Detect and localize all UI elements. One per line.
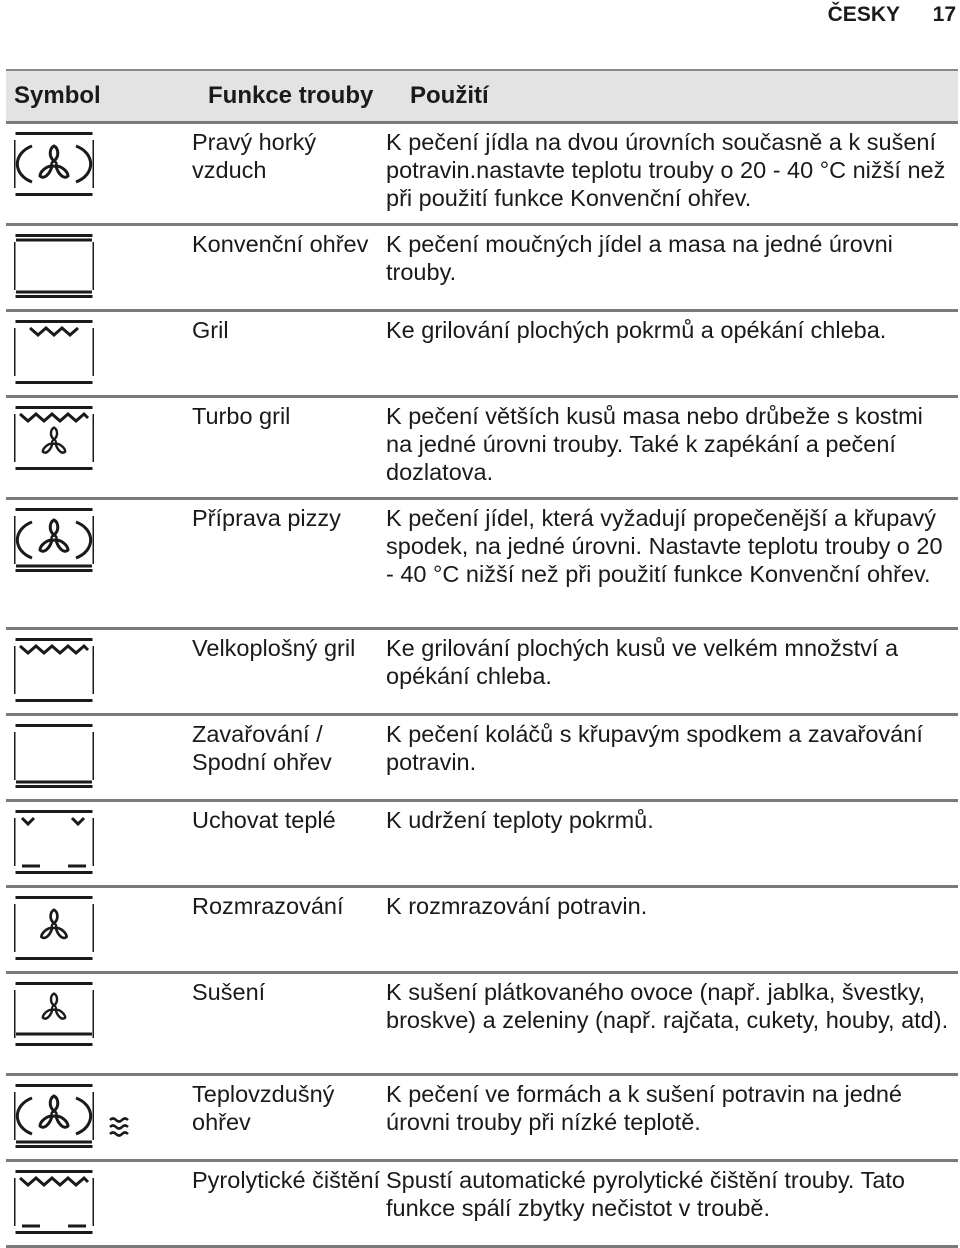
page-number: 17 — [932, 3, 956, 26]
full-grill-icon — [14, 638, 94, 702]
function-name: Zavařování / Spodní ohřev — [192, 721, 332, 775]
column-header-function: Funkce trouby — [208, 82, 374, 109]
turbo-grill-icon — [14, 406, 94, 470]
function-name: Gril — [192, 317, 229, 343]
fan-ring-icon — [14, 132, 94, 196]
table-row — [6, 226, 958, 312]
page-header — [0, 0, 960, 30]
table-row — [6, 1162, 958, 1248]
function-usage: K pečení moučných jídel a masa na jedné úrovni trouby. — [386, 231, 893, 285]
function-usage: K rozmrazování potravin. — [386, 893, 648, 919]
function-name: Příprava pizzy — [192, 505, 341, 531]
function-usage: K pečení koláčů s křupavým spodkem a zavařování potravin. — [386, 721, 923, 775]
oven-functions-table — [6, 69, 958, 1248]
function-usage: K pečení jídel, která vyžadují propečenější a křupavý spodek, na jedné úrovni. Nastavte teplotu trouby o 20 - 40 °C nižší než při použití funkce Konvenční ohřev. — [386, 505, 943, 587]
table-row — [6, 1076, 958, 1162]
column-header-usage: Použití — [410, 82, 489, 109]
drying-icon — [14, 982, 94, 1046]
table-row — [6, 500, 958, 630]
bottom-heat-icon — [14, 724, 94, 788]
function-name: Velkoplošný gril — [192, 635, 356, 661]
table-row — [6, 312, 958, 398]
table-row — [6, 716, 958, 802]
function-name: Pyrolytické čištění — [192, 1167, 381, 1193]
function-usage: Ke grilování plochých pokrmů a opékání chleba. — [386, 317, 887, 343]
table-row — [6, 398, 958, 500]
table-row — [6, 630, 958, 716]
function-usage: K udržení teploty pokrmů. — [386, 807, 654, 833]
language-label: ČESKY — [827, 3, 900, 26]
function-usage: K pečení ve formách a k sušení potravin na jedné úrovni trouby při nízké teplotě. — [386, 1081, 903, 1135]
function-usage: K pečení jídla na dvou úrovních současně a k sušení potravin.nastavte teplotu trouby o 20 - 40 °C nižší než při použití funkce Konvenční ohřev. — [386, 129, 946, 211]
function-name: Rozmrazování — [192, 893, 344, 919]
function-name: Pravý horký vzduch — [192, 129, 317, 183]
function-usage: Ke grilování plochých kusů ve velkém množství a opékání chleba. — [386, 635, 899, 689]
keep-warm-icon — [14, 810, 94, 874]
table-row — [6, 888, 958, 974]
defrost-icon — [14, 896, 94, 960]
function-usage: K pečení větších kusů masa nebo drůbeže s kostmi na jedné úrovni trouby. Také k zapékání a pečení dozlatova. — [386, 403, 923, 485]
function-usage: K sušení plátkovaného ovoce (např. jablka, švestky, broskve) a zeleniny (např. rajčata, cukety, houby, atd). — [386, 979, 949, 1033]
function-name: Uchovat teplé — [192, 807, 336, 833]
pyrolytic-cleaning-icon — [14, 1170, 94, 1234]
table-row — [6, 802, 958, 888]
function-name: Teplovzdušný ohřev — [192, 1081, 335, 1135]
function-name: Konvenční ohřev — [192, 231, 369, 257]
grill-icon — [14, 320, 94, 384]
top-bottom-heat-icon — [14, 234, 94, 298]
moist-fan-icon — [14, 1084, 134, 1148]
column-header-symbol: Symbol — [14, 82, 101, 109]
pizza-icon — [14, 508, 94, 572]
table-row — [6, 124, 958, 226]
function-name: Sušení — [192, 979, 266, 1005]
function-usage: Spustí automatické pyrolytické čištění trouby. Tato funkce spálí zbytky nečistot v troubě. — [386, 1167, 905, 1221]
table-row — [6, 974, 958, 1076]
table-header — [6, 69, 958, 124]
function-name: Turbo gril — [192, 403, 291, 429]
